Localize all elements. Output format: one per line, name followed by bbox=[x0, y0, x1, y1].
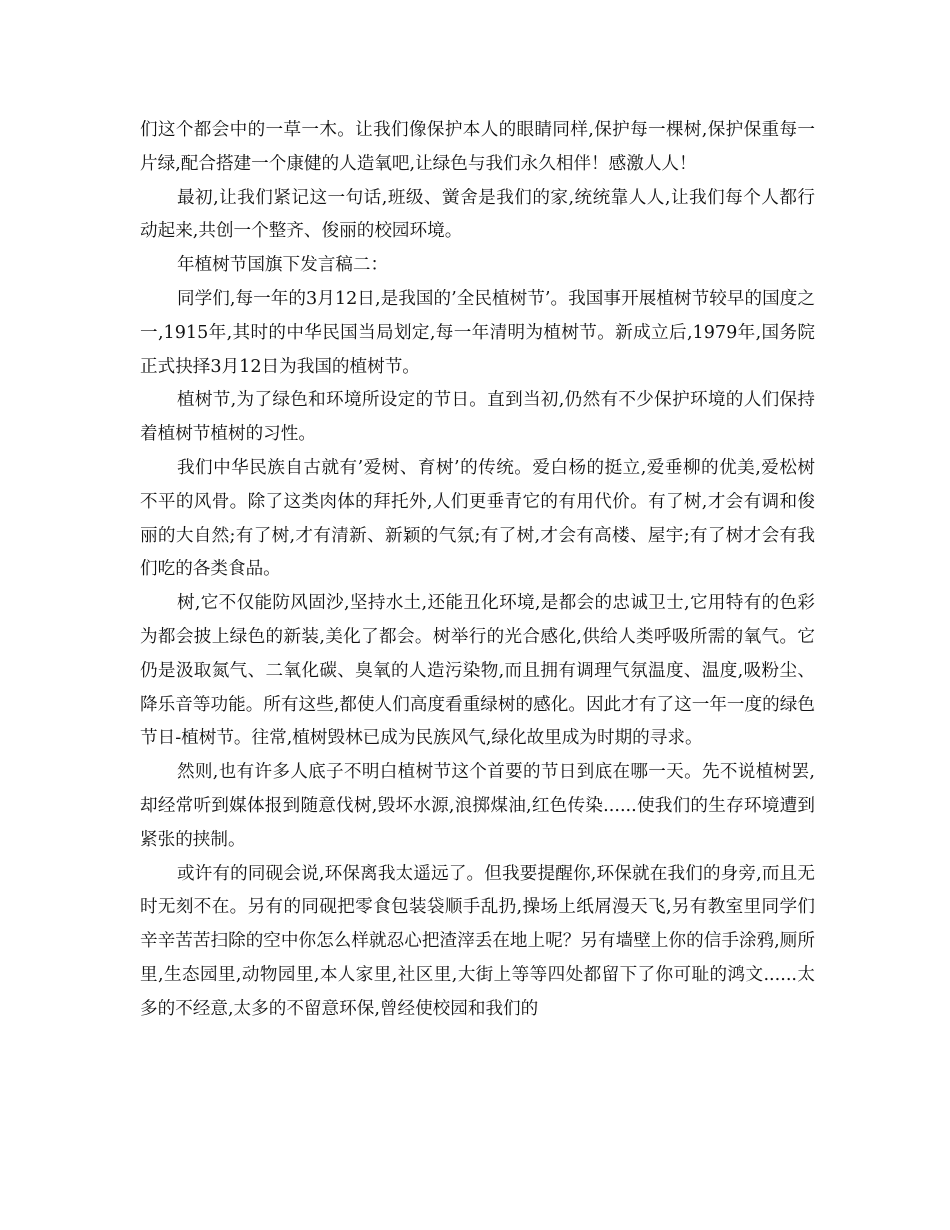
paragraph-2: 最初,让我们紧记这一句话,班级、黉舍是我们的家,统统靠人人,让我们每个人都行动起来,共创一个整齐、俊丽的校园环境。 bbox=[140, 187, 815, 242]
paragraph-4: 植树节,为了绿色和环境所设定的节日。直到当初,仍然有不少保护环境的人们保持着植树节植树的习性。 bbox=[140, 390, 815, 445]
paragraph-3: 同学们,每一年的3月12日,是我国的’全民植树节’。我国事开展植树节较早的国度之一,1915年,其时的中华民国当局划定,每一年清明为植树节。新成立后,1979年,国务院正式抉择3月12日为我国的植树节。 bbox=[140, 288, 815, 377]
paragraph-7: 然则,也有许多人底子不明白植树节这个首要的节日到底在哪一天。先不说植树罢,却经常听到媒体报到随意伐树,毁坏水源,浪掷煤油,红色传染......使我们的生存环境遭到紧张的挟制。 bbox=[140, 762, 815, 850]
section-heading: 年植树节国旗下发言稿二： bbox=[176, 255, 389, 276]
paragraph-5: 我们中华民族自古就有’爱树、育树’的传统。爱白杨的挺立,爱垂柳的优美,爱松树不平的风骨。除了这类肉体的拜托外,人们更垂青它的有用代价。有了树,才会有调和俊丽的大自然;有了树,才有清新、新颖的气氛;有了树,才会有高楼、屋宇;有了树才会有我们吃的各类食品。 bbox=[140, 457, 815, 580]
document-body bbox=[140, 114, 815, 1027]
paragraph-6: 树,它不仅能防风固沙,坚持水土,还能丑化环境,是都会的忠诚卫士,它用特有的色彩为都会披上绿色的新装,美化了都会。树举行的光合感化,供给人类呼吸所需的氧气。它仍是汲取氮气、二氧化碳、臭氧的人造污染物,而且拥有调理气氛温度、温度,吸粉尘、降乐音等功能。所有这些,都使人们高度看重绿树的感化。因此才有了这一年一度的绿色节日-植树节。往常,植树毁林已成为民族风气,绿化故里成为时期的寻求。 bbox=[140, 593, 815, 749]
paragraph-1: 们这个都会中的一草一木。让我们像保护本人的眼睛同样,保护每一棵树,保护保重每一片绿,配合搭建一个康健的人造氧吧,让绿色与我们永久相伴！感激人人！ bbox=[140, 120, 815, 174]
paragraph-8: 或许有的同砚会说,环保离我太遥远了。但我要提醒你,环保就在我们的身旁,而且无时无刻不在。另有的同砚把零食包装袋顺手乱扔,操场上纸屑漫天飞,另有教室里同学们辛辛苦苦扫除的空中你怎么样就忍心把渣滓丢在地上呢？另有墙壁上你的信手涂鸦,厕所里,生态园里,动物园里,本人家里,社区里,大街上等等四处都留下了你可耻的鸿文......太多的不经意,太多的不留意环保,曾经使校园和我们的 bbox=[140, 863, 815, 1019]
